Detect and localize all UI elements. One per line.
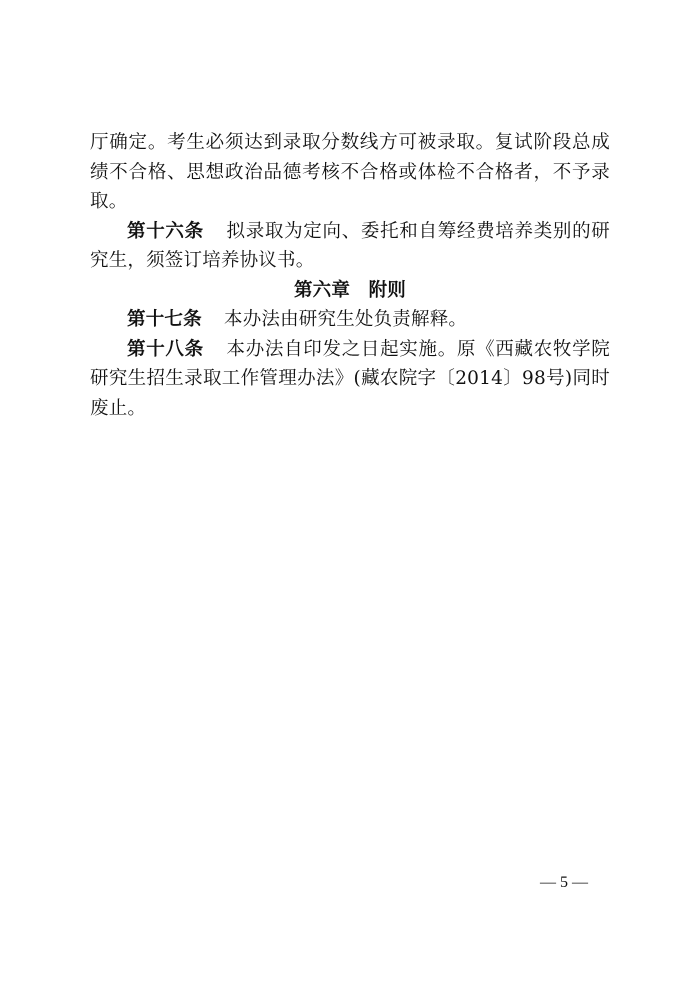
body-text (90, 128, 610, 423)
paragraph-continuation: 厅确定。考生必须达到录取分数线方可被录取。复试阶段总成绩不合格、思想政治品德考核不合格或体检不合格者，不予录取。 (90, 132, 610, 212)
article-18-text: 本办法自印发之日起实施。原《西藏农牧学院研究生招生录取工作管理办法》(藏农院字〔2014〕98号)同时废止。 (90, 338, 610, 419)
article-18 (90, 335, 610, 424)
page-number: — 5 — (540, 874, 588, 891)
article-17-text: 本办法由研究生处负责解释。 (224, 309, 468, 330)
chapter-heading (90, 276, 610, 306)
article-16 (90, 217, 610, 276)
chapter-number: 第六章 (293, 279, 351, 301)
article-16-number: 第十六条 (127, 220, 204, 242)
article-17 (90, 305, 610, 335)
article-16-text: 拟录取为定向、委托和自筹经费培养类别的研究生，须签订培养协议书。 (90, 220, 610, 271)
article-18-number: 第十八条 (127, 338, 204, 360)
chapter-title: 附则 (368, 279, 406, 301)
article-17-number: 第十七条 (127, 309, 202, 330)
